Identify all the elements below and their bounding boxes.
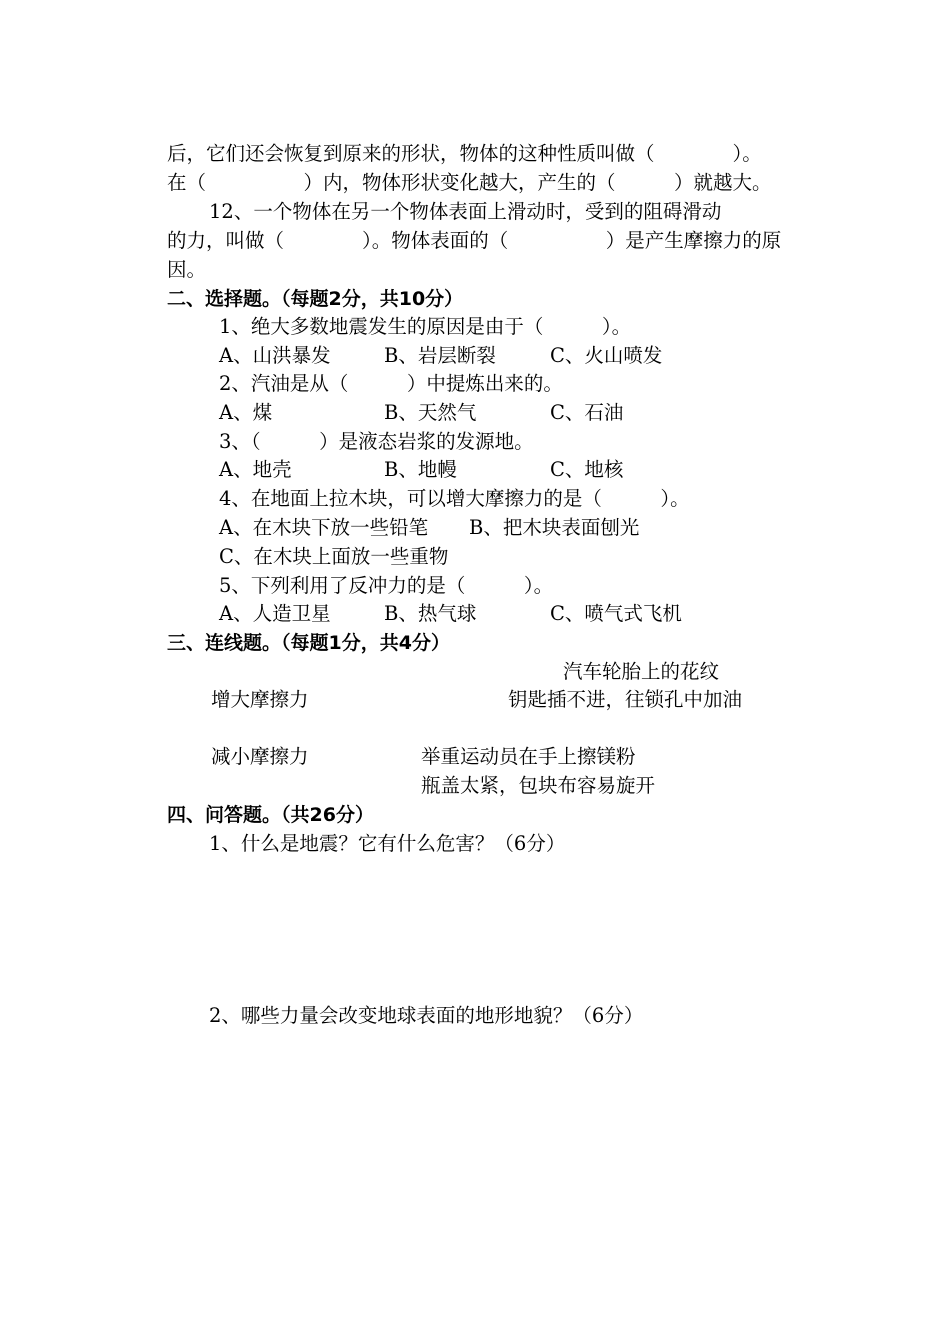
choice-question-1: 1、绝大多数地震发生的原因是由于（ ）。	[219, 315, 632, 338]
choice-q1-option-a: A、山洪暴发	[219, 344, 331, 367]
choice-q5-option-a: A、人造卫星	[219, 602, 331, 625]
choice-question-4: 4、在地面上拉木块，可以增大摩擦力的是（ ）。	[219, 487, 690, 510]
matching-right-item-4: 瓶盖太紧，包块布容易旋开	[421, 774, 656, 797]
matching-heading: 三、连线题。（每题1分，共4分）	[167, 632, 450, 654]
choice-question-2: 2、汽油是从（ ）中提炼出来的。	[219, 372, 563, 395]
matching-right-item-2: 钥匙插不进，往锁孔中加油	[508, 688, 743, 711]
matching-left-item-1: 增大摩擦力	[211, 688, 309, 711]
qa-heading: 四、问答题。（共26分）	[167, 804, 374, 826]
matching-right-item-1: 汽车轮胎上的花纹	[563, 660, 720, 683]
question-12-line-1: 12、一个物体在另一个物体表面上滑动时，受到的阻碍滑动	[209, 200, 722, 223]
question-12-line-3: 因。	[167, 258, 207, 281]
choice-q5-option-b: B、热气球	[384, 602, 477, 625]
choice-q5-option-c: C、喷气式飞机	[550, 602, 682, 625]
choice-q4-option-b: B、把木块表面刨光	[469, 516, 640, 539]
fill-blank-line-2: 在（ ）内，物体形状变化越大，产生的（ ）就越大。	[167, 171, 772, 194]
matching-right-item-3: 举重运动员在手上擦镁粉	[421, 745, 636, 768]
choice-q4-option-c: C、在木块上面放一些重物	[219, 545, 449, 568]
choice-q1-option-b: B、岩层断裂	[384, 344, 496, 367]
qa-question-1: 1、什么是地震？它有什么危害？（6分）	[209, 832, 566, 855]
choice-question-5: 5、下列利用了反冲力的是（ ）。	[219, 574, 554, 597]
choice-q2-option-b: B、天然气	[384, 401, 477, 424]
choice-q2-option-a: A、煤	[219, 401, 273, 424]
choice-q3-option-b: B、地幔	[384, 458, 457, 481]
matching-left-item-2: 减小摩擦力	[211, 745, 309, 768]
fill-blank-line-1: 后，它们还会恢复到原来的形状，物体的这种性质叫做（ ）。	[167, 142, 762, 165]
choice-question-3: 3、（ ）是液态岩浆的发源地。	[219, 430, 534, 453]
choice-q3-option-c: C、地核	[550, 458, 624, 481]
choice-q2-option-c: C、石油	[550, 401, 624, 424]
choice-heading: 二、选择题。（每题2分，共10分）	[167, 288, 464, 310]
choice-q1-option-c: C、火山喷发	[550, 344, 663, 367]
question-12-line-2: 的力，叫做（ ）。物体表面的（ ）是产生摩擦力的原	[167, 229, 782, 252]
qa-question-2: 2、哪些力量会改变地球表面的地形地貌？（6分）	[209, 1004, 644, 1027]
choice-q4-option-a: A、在木块下放一些铅笔	[219, 516, 429, 539]
choice-q3-option-a: A、地壳	[219, 458, 292, 481]
